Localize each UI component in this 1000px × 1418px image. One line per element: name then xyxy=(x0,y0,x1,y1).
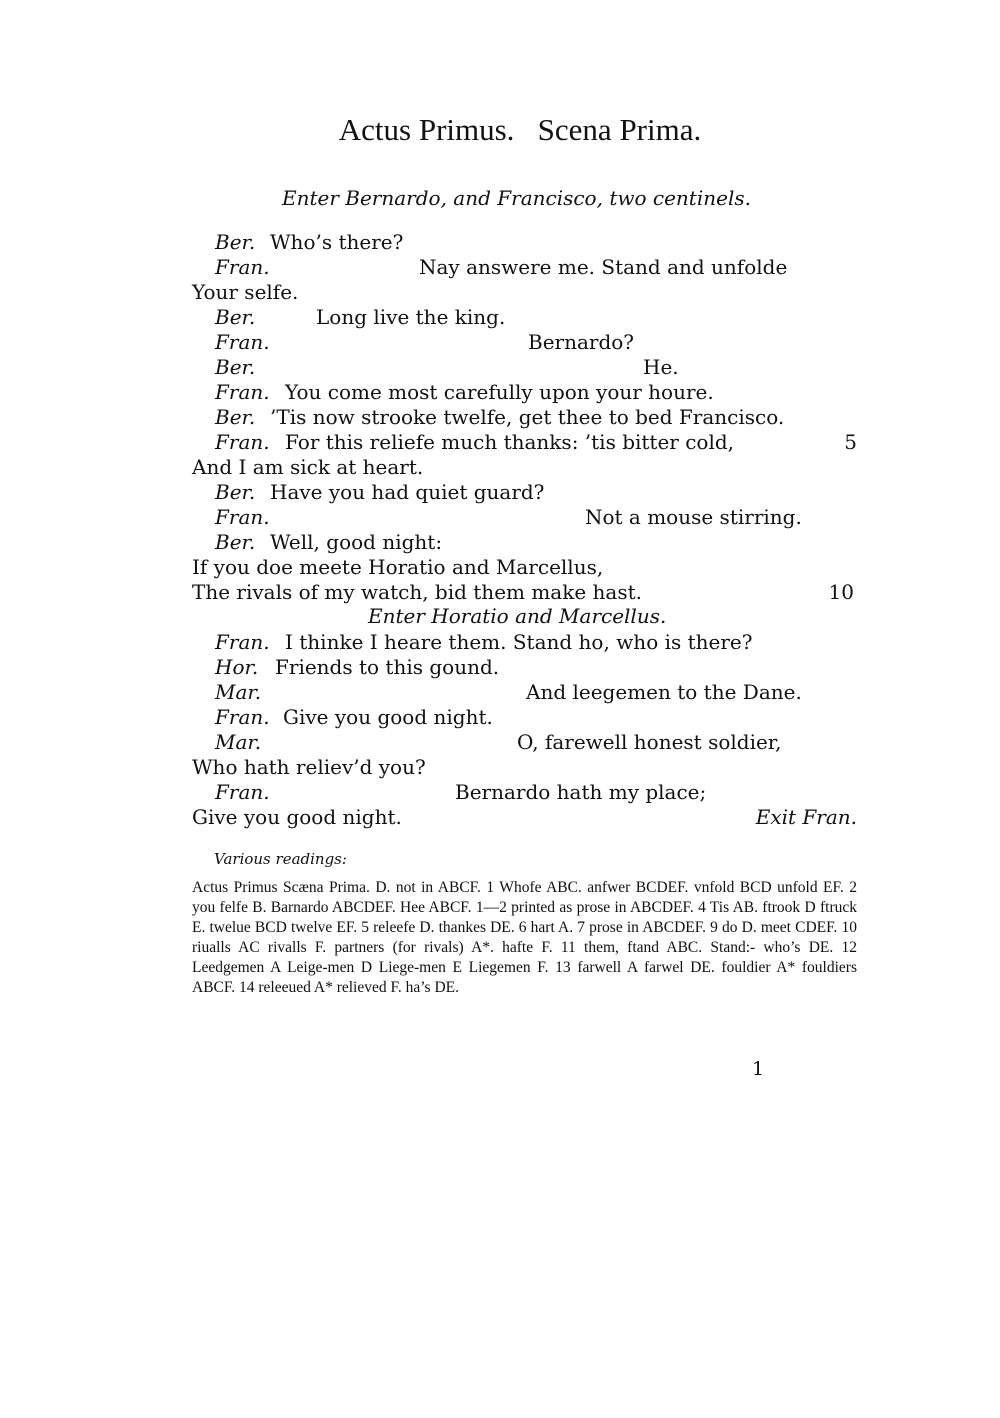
line-text: And leegemen to the Dane. xyxy=(526,680,802,704)
play-line xyxy=(192,780,857,805)
line-text: Well, good night: xyxy=(270,530,443,554)
play-line xyxy=(192,380,857,405)
play-line xyxy=(192,305,857,330)
line-text: Nay answere me. Stand and unfolde xyxy=(419,255,788,279)
play-line xyxy=(192,580,857,605)
speaker-label: Fran. xyxy=(215,430,270,454)
line-text: Give you good night. xyxy=(192,805,402,829)
line-text: The rivals of my watch, bid them make hast. xyxy=(192,580,643,604)
play-line xyxy=(192,480,857,505)
line-text: You come most carefully upon your houre. xyxy=(285,380,714,404)
line-text: He. xyxy=(643,355,679,379)
line-text: Bernardo? xyxy=(528,330,635,354)
line-text: Friends to this gound. xyxy=(275,655,500,679)
line-text: Give you good night. xyxy=(283,705,493,729)
page-title: Actus Primus. Scena Prima. xyxy=(338,112,702,147)
play-line xyxy=(192,655,857,680)
line-number: 10 xyxy=(828,580,854,604)
speaker-label: Ber. xyxy=(215,480,256,504)
line-text: Have you had quiet guard? xyxy=(270,480,545,504)
speaker-label: Ber. xyxy=(215,230,256,254)
play-line xyxy=(192,755,857,780)
play-line xyxy=(192,280,857,305)
line-text: And I am sick at heart. xyxy=(192,455,424,479)
play-line xyxy=(192,330,857,355)
play-line xyxy=(192,455,857,480)
play-line xyxy=(192,680,857,705)
play-line xyxy=(192,505,857,530)
play-line xyxy=(192,530,857,555)
play-line xyxy=(192,630,857,655)
speaker-label: Fran. xyxy=(215,630,270,654)
play-line xyxy=(192,255,857,280)
line-text: I thinke I heare them. Stand ho, who is there? xyxy=(285,630,753,654)
speaker-label: Ber. xyxy=(215,355,256,379)
line-number: 5 xyxy=(844,430,857,454)
line-text: If you doe meete Horatio and Marcellus, xyxy=(192,555,604,579)
speaker-label: Fran. xyxy=(215,780,270,804)
line-text: Who’s there? xyxy=(270,230,404,254)
play-line xyxy=(192,805,857,830)
play-line xyxy=(192,230,857,255)
line-text: O, farewell honest soldier, xyxy=(517,730,782,754)
speaker-label: Ber. xyxy=(215,305,256,329)
exit-direction: Exit Fran. xyxy=(755,805,857,829)
speaker-label: Fran. xyxy=(215,705,270,729)
speaker-label: Mar. xyxy=(215,680,262,704)
speaker-label: Ber. xyxy=(215,405,256,429)
speaker-label: Fran. xyxy=(215,255,270,279)
speaker-label: Fran. xyxy=(215,330,270,354)
stage-direction-entrance: Enter Horatio and Marcellus. xyxy=(368,604,667,628)
speaker-label: Hor. xyxy=(215,655,259,679)
line-text: ’Tis now strooke twelfe, get thee to bed Francisco. xyxy=(270,405,785,429)
stage-direction-entrance: Enter Bernardo, and Francisco, two centinels. xyxy=(282,186,751,210)
various-readings-heading: Various readings: xyxy=(214,850,347,868)
speaker-label: Mar. xyxy=(215,730,262,754)
speaker-label: Fran. xyxy=(215,380,270,404)
speaker-label: Ber. xyxy=(215,530,256,554)
line-text: Your selfe. xyxy=(192,280,299,304)
page-number: 1 xyxy=(752,1058,765,1080)
line-text: For this reliefe much thanks: ’tis bitter cold, xyxy=(285,430,735,454)
speaker-label: Fran. xyxy=(215,505,270,529)
play-line xyxy=(192,430,857,455)
play-line xyxy=(192,355,857,380)
line-text: Not a mouse stirring. xyxy=(585,505,802,529)
play-line xyxy=(192,730,857,755)
line-text: Long live the king. xyxy=(316,305,506,329)
line-text: Bernardo hath my place; xyxy=(455,780,707,804)
various-readings-notes: Actus Primus Scæna Prima. D. not in ABCF. 1 Whofe ABC. anfwer BCDEF. vnfold BCD unfold EF. 2 you felfe B. Barnardo ABCDEF. Hee ABCF. 1—2 printed as prose in ABCDEF. 4 Tis AB. ftrook D ftruck E. twelue BCD twelve EF. 5 releefe D. thankes DE. 6 hart A. 7 prose in ABCDEF. 9 do D. meet CDEF. 10 riualls AC rivalls F. partners (for rivals) A*. hafte F. 11 them, ftand ABC. Stand:- who’s DE. 12 Leedgemen A Leige-men D Liege-men E Liegemen F. 13 farwell A farwel DE. fouldier A* fouldiers ABCF. 14 releeued A* relieved F. ha’s DE. xyxy=(192,879,857,996)
play-line xyxy=(192,555,857,580)
play-line xyxy=(192,705,857,730)
line-text: Who hath reliev’d you? xyxy=(192,755,426,779)
play-line xyxy=(192,405,857,430)
